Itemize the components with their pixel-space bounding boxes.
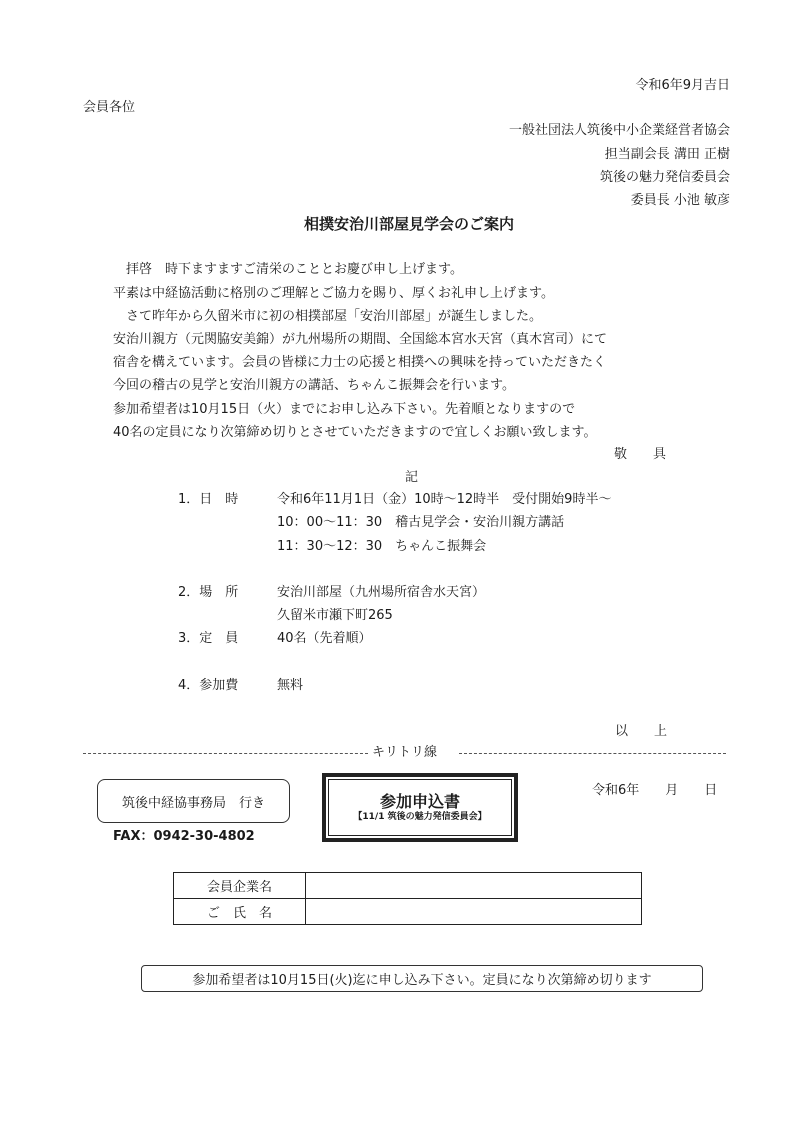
application-subtitle: 【11/1 筑後の魅力発信委員会】 <box>353 811 487 822</box>
detail-label-capacity: 3．定 員 <box>178 631 239 646</box>
body-line: 今回の稽古の見学と安治川親方の講話、ちゃんこ振舞会を行います。 <box>113 378 515 393</box>
detail-datetime-line: 10：00～11：30 稽古見学会・安治川親方講話 <box>277 515 565 530</box>
closing-ijou: 以 上 <box>615 724 668 739</box>
recipient-label: 筑後中経協事務局 行き <box>121 795 265 811</box>
detail-datetime-line: 11：30～12：30 ちゃんこ振舞会 <box>277 539 487 554</box>
addressee: 会員各位 <box>83 100 136 115</box>
detail-label-place: 2．場 所 <box>178 585 239 600</box>
full-name-field[interactable] <box>306 899 642 925</box>
body-line: 平素は中経協活動に格別のご理解とご協力を賜り、厚くお礼申し上げます。 <box>113 286 554 301</box>
recipient-box <box>97 779 290 823</box>
detail-place-line: 久留米市瀬下町265 <box>277 608 393 623</box>
body-line: 宿舎を構えています。会員の皆様に力士の応援と相撲への興味を持っていただきたく <box>113 355 606 370</box>
detail-datetime-line: 令和6年11月1日（金）10時～12時半 受付開始9時半～ <box>277 492 612 507</box>
table-row <box>174 899 642 925</box>
company-name-label: 会員企業名 <box>174 873 306 899</box>
body-line: 拝啓 時下ますますご清栄のこととお慶び申し上げます。 <box>113 262 463 277</box>
closing-keigu: 敬 具 <box>614 447 667 462</box>
application-title-box <box>322 773 518 842</box>
full-name-label: ご 氏 名 <box>174 899 306 925</box>
cut-line-right <box>459 753 726 754</box>
cut-line-label: キリトリ線 <box>372 745 438 760</box>
detail-label-fee: 4．参加費 <box>178 678 239 693</box>
table-row <box>174 873 642 899</box>
body-line: さて昨年から久留米市に初の相撲部屋「安治川部屋」が誕生しました。 <box>113 309 543 324</box>
sender-chair: 委員長 小池 敏彦 <box>630 193 730 208</box>
document-title: 相撲安治川部屋見学会のご案内 <box>303 215 514 233</box>
detail-label-datetime: 1．日 時 <box>178 492 239 507</box>
detail-place-line: 安治川部屋（九州場所宿舎水天宮） <box>277 585 486 600</box>
application-title: 参加申込書 <box>379 791 460 811</box>
sender-committee: 筑後の魅力発信委員会 <box>599 170 730 185</box>
detail-capacity-value: 40名（先着順） <box>277 631 372 646</box>
fax-number: FAX：0942-30-4802 <box>113 829 255 844</box>
deadline-notice: 参加希望者は10月15日(火)迄に申し込み下さい。定員になり次第締め切ります <box>192 973 652 988</box>
body-line: 40名の定員になり次第締め切りとさせていただきますので宜しくお願い致します。 <box>113 425 597 440</box>
ki-heading: 記 <box>405 470 419 485</box>
cut-line-left <box>83 753 368 754</box>
body-line: 安治川親方（元関脇安美錦）が九州場所の期間、全国総本宮水天宮（真木宮司）にて <box>113 332 608 347</box>
application-date: 令和6年 月 日 <box>592 783 718 798</box>
body-line: 参加希望者は10月15日（火）までにお申し込み下さい。先着順となりますので <box>113 402 576 417</box>
detail-fee-value: 無料 <box>277 678 304 693</box>
issue-date: 令和6年9月吉日 <box>635 78 730 93</box>
application-form-table <box>173 872 642 925</box>
company-name-field[interactable] <box>306 873 642 899</box>
sender-vice-chair: 担当副会長 溝田 正樹 <box>604 147 730 162</box>
sender-organization: 一般社団法人筑後中小企業経営者協会 <box>508 123 730 138</box>
deadline-notice-box <box>141 965 703 992</box>
